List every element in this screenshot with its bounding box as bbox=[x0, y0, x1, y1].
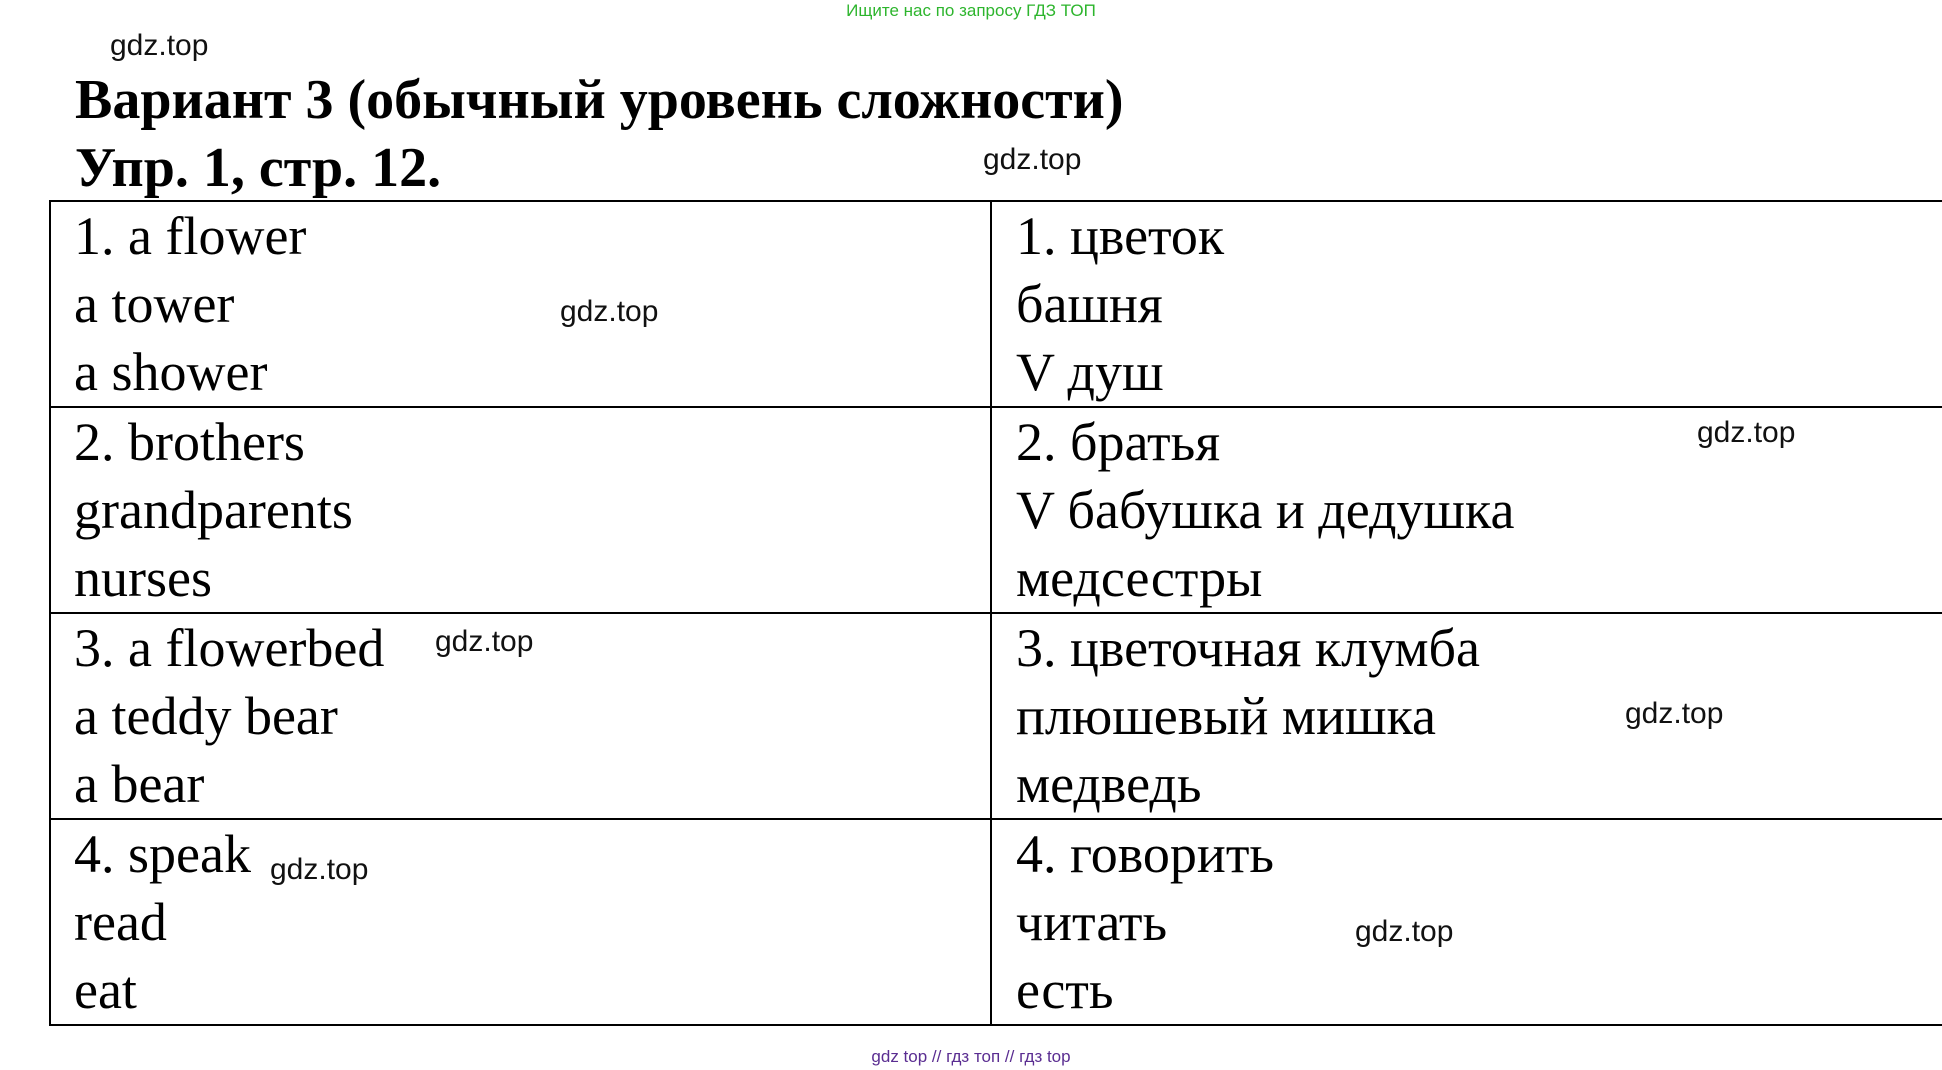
english-word: 2. brothers bbox=[74, 412, 305, 472]
russian-word: медсестры bbox=[1016, 548, 1263, 608]
watermark: gdz.top bbox=[560, 295, 659, 328]
russian-cell bbox=[991, 407, 1942, 613]
russian-word: 3. цветочная клумба bbox=[1016, 618, 1480, 678]
watermark: gdz.top bbox=[435, 625, 534, 658]
russian-cell bbox=[991, 201, 1942, 407]
english-word: 4. speak bbox=[74, 824, 251, 884]
english-cell bbox=[50, 201, 991, 407]
answer-table bbox=[49, 200, 1942, 1026]
table-row bbox=[50, 819, 1942, 1025]
russian-cell bbox=[991, 613, 1942, 819]
watermark: gdz.top bbox=[1355, 915, 1454, 948]
table-row bbox=[50, 407, 1942, 613]
russian-word: башня bbox=[1016, 274, 1163, 334]
watermark: gdz.top bbox=[270, 853, 369, 886]
page-title: Вариант 3 (обычный уровень сложности) bbox=[75, 69, 1124, 131]
english-word: a shower bbox=[74, 342, 268, 402]
russian-word: есть bbox=[1016, 960, 1114, 1020]
watermark: gdz.top bbox=[110, 29, 209, 62]
english-word: a teddy bear bbox=[74, 686, 338, 746]
english-word: eat bbox=[74, 960, 137, 1020]
russian-word: плюшевый мишка bbox=[1016, 686, 1436, 746]
english-word: a bear bbox=[74, 754, 205, 814]
english-word: read bbox=[74, 892, 167, 952]
russian-word: 4. говорить bbox=[1016, 824, 1275, 884]
russian-word: читать bbox=[1016, 892, 1168, 952]
english-cell bbox=[50, 407, 991, 613]
watermark: gdz.top bbox=[1697, 416, 1796, 449]
english-word: nurses bbox=[74, 548, 212, 608]
english-word: grandparents bbox=[74, 480, 353, 540]
english-word: 3. a flowerbed bbox=[74, 618, 385, 678]
russian-cell bbox=[991, 819, 1942, 1025]
table-row bbox=[50, 201, 1942, 407]
footer-text: gdz top // гдз топ // гдз top bbox=[871, 1047, 1071, 1066]
russian-word: 1. цветок bbox=[1016, 206, 1225, 266]
top-banner-text: Ищите нас по запросу ГДЗ ТОП bbox=[846, 1, 1096, 20]
russian-word: 2. братья bbox=[1016, 412, 1221, 472]
english-cell bbox=[50, 819, 991, 1025]
russian-word: V душ bbox=[1016, 342, 1164, 402]
watermark: gdz.top bbox=[1625, 697, 1724, 730]
russian-word: медведь bbox=[1016, 754, 1202, 814]
russian-word: V бабушка и дедушка bbox=[1016, 480, 1515, 540]
english-word: a tower bbox=[74, 274, 235, 334]
watermark: gdz.top bbox=[983, 143, 1082, 176]
english-word: 1. a flower bbox=[74, 206, 307, 266]
exercise-heading: Упр. 1, стр. 12. bbox=[75, 137, 442, 199]
